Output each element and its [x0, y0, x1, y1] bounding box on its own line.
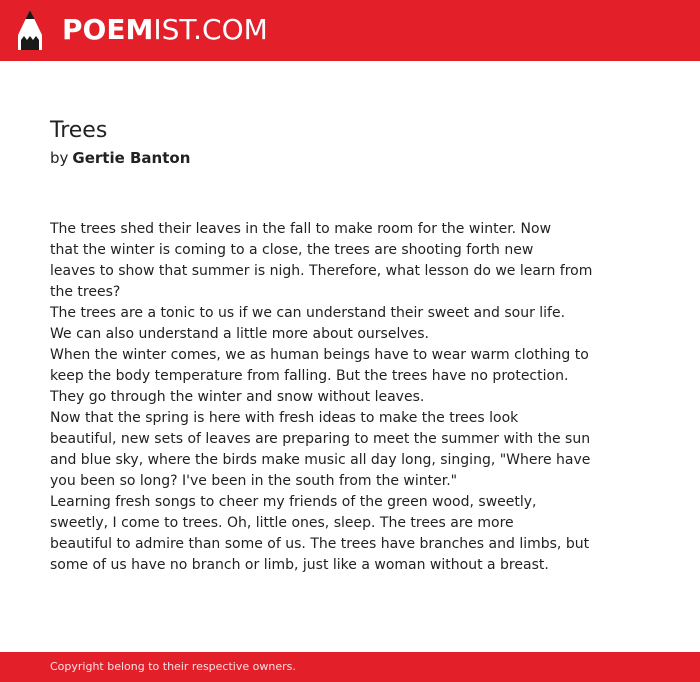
poem-line: sweetly, I come to trees. Oh, little ones, sleep. The trees are more — [50, 515, 514, 531]
site-logo-text[interactable] — [62, 12, 268, 48]
poem-line: leaves to show that summer is nigh. Therefore, what lesson do we learn from — [50, 263, 593, 279]
brand-bold: POEM — [62, 13, 154, 46]
poem-line: you been so long? I've been in the south from the winter." — [50, 473, 458, 489]
by-label: by — [50, 149, 69, 167]
poem-line: and blue sky, where the birds make music all day long, singing, "Where have — [50, 452, 591, 468]
poem-line: the trees? — [50, 284, 121, 300]
copyright-notice: Copyright belong to their respective owners. — [50, 660, 296, 673]
poem-line: Learning fresh songs to cheer my friends of the green wood, sweetly, — [50, 494, 537, 510]
poem-line: that the winter is coming to a close, the trees are shooting forth new — [50, 242, 534, 258]
poem-author: Gertie Banton — [72, 149, 191, 167]
site-header — [0, 0, 700, 61]
brand-light: IST.COM — [153, 13, 268, 46]
poem-line: We can also understand a little more about ourselves. — [50, 326, 429, 342]
poem-line: When the winter comes, we as human beings have to wear warm clothing to — [50, 347, 589, 363]
poem-line: some of us have no branch or limb, just like a woman without a breast. — [50, 557, 549, 573]
poem-title: Trees — [50, 118, 108, 143]
poem-body — [50, 219, 650, 576]
poem-line: Now that the spring is here with fresh ideas to make the trees look — [50, 410, 519, 426]
poem-line: beautiful to admire than some of us. The trees have branches and limbs, but — [50, 536, 590, 552]
pencil-icon[interactable] — [17, 9, 43, 51]
poem-byline — [50, 148, 190, 168]
poem-line: keep the body temperature from falling. But the trees have no protection. — [50, 368, 569, 384]
poem-line: beautiful, new sets of leaves are preparing to meet the summer with the sun — [50, 431, 591, 447]
poem-line: The trees shed their leaves in the fall to make room for the winter. Now — [50, 221, 552, 237]
poem-line: They go through the winter and snow without leaves. — [50, 389, 425, 405]
site-footer — [0, 652, 700, 682]
poem-line: The trees are a tonic to us if we can understand their sweet and sour life. — [50, 305, 566, 321]
